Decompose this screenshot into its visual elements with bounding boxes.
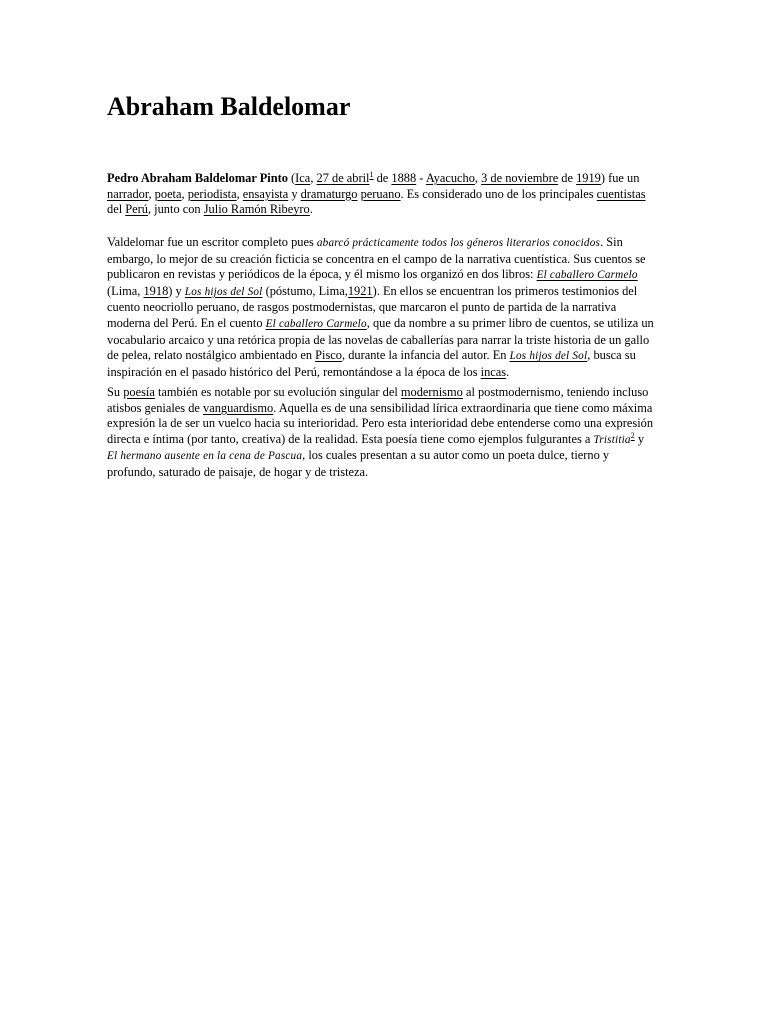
- link-ribeyro[interactable]: Julio Ramón Ribeyro: [203, 202, 310, 217]
- link-peruano[interactable]: peruano: [360, 186, 401, 201]
- subject-name: Pedro Abraham Baldelomar Pinto: [107, 171, 288, 185]
- link-dramaturgo[interactable]: dramaturgo: [300, 186, 358, 201]
- link-ica[interactable]: Ica: [295, 171, 311, 185]
- narrative-paragraph: Valdelomar fue un escritor completo pues abarcó prácticamente todos los géneros literarios conocidos. Sin embargo, lo mejor de su creación ficticia se concentra en el campo de la narrativa cuentística. Sus cuentos se publicaron en revistas y periódicos de la época, y él mismo los organizó en dos libros: El caballero Carmelo (Lima, 1918) y Los hijos del Sol (póstumo, Lima,1921). En ellos se encuentran los primeros testimonios del cuento neocriollo peruano, de rasgos postmodernistas, que marcaron el punto de partida de la narrativa moderna del Perú. En el cuento El caballero Carmelo, que da nombre a su primer libro de cuentos, se utiliza un vocabulario arcaico y una retórica propia de las novelas de caballerías para narrar la triste historia de un gallo de pelea, relato nostálgico ambientado en Pisco, durante la infancia del autor. En Los hijos del Sol, busca su inspiración en el pasado histórico del Perú, remontándose a la época de los incas.: [107, 235, 654, 379]
- link-caballero-carmelo-2[interactable]: El caballero Carmelo: [265, 317, 367, 330]
- link-peru[interactable]: Perú: [125, 202, 148, 217]
- poetry-paragraph: Su poesía también es notable por su evolución singular del modernismo al postmodernismo, teniendo incluso atisbos geniales de vanguardismo. Aquella es de una sensibilidad lírica extraordinaria que tiene como máxima expresión la de ser un vuelco hacia su interioridad. Pero esta interioridad debe entenderse como una expresión directa e íntima (por tanto, creativa) de la realidad. Esta poesía tiene como ejemplos fulgurantes a Tristitia$^2$ y El hermano ausente en la cena de Pascua, los cuales presentan a su autor como un poeta dulce, tierno y profundo, saturado de paisaje, de hogar y de tristeza.: [107, 385, 654, 479]
- link-pisco[interactable]: Pisco: [315, 348, 343, 363]
- footnote-2[interactable]: 2: [630, 430, 635, 440]
- footnote-1[interactable]: 1: [369, 169, 374, 179]
- link-periodista[interactable]: periodista: [187, 186, 237, 201]
- link-birth-date[interactable]: 27 de abril: [316, 171, 370, 185]
- link-poesia[interactable]: poesía: [123, 385, 155, 399]
- quote-generos: abarcó prácticamente todos los géneros literarios conocidos: [316, 237, 601, 249]
- link-ayacucho[interactable]: Ayacucho: [425, 171, 475, 185]
- link-death-year[interactable]: 1919: [576, 171, 601, 185]
- link-hijos-del-sol[interactable]: Los hijos del Sol: [184, 285, 263, 298]
- link-birth-year[interactable]: 1888: [391, 171, 417, 185]
- link-vanguardismo[interactable]: vanguardismo: [203, 400, 274, 415]
- link-year-1918[interactable]: 1918: [143, 283, 169, 298]
- link-ensayista[interactable]: ensayista: [242, 186, 289, 201]
- intro-paragraph: Pedro Abraham Baldelomar Pinto (Ica, 27 de abril$^1$ de 1888 - Ayacucho, 3 de noviembre de 1919) fue un narrador, poeta, periodista, ensayista y dramaturgo peruano. Es considerado uno de los principales cuentistas del Perú, junto con Julio Ramón Ribeyro.: [107, 169, 646, 217]
- link-incas[interactable]: incas: [480, 364, 507, 379]
- link-hijos-del-sol-2[interactable]: Los hijos del Sol: [509, 350, 588, 363]
- link-modernismo[interactable]: modernismo: [400, 385, 463, 399]
- link-poeta[interactable]: poeta: [154, 186, 182, 201]
- link-narrador[interactable]: narrador: [107, 186, 149, 201]
- link-cuentistas[interactable]: cuentistas: [596, 186, 646, 201]
- link-death-date[interactable]: 3 de noviembre: [481, 171, 559, 185]
- link-year-1921[interactable]: 1921: [347, 283, 373, 298]
- title-tristitia: Tristitia: [593, 433, 631, 446]
- link-caballero-carmelo[interactable]: El caballero Carmelo: [536, 269, 638, 282]
- title-hermano-ausente: El hermano ausente en la cena de Pascua: [107, 450, 303, 463]
- article-title: Abraham Baldelomar: [107, 92, 351, 121]
